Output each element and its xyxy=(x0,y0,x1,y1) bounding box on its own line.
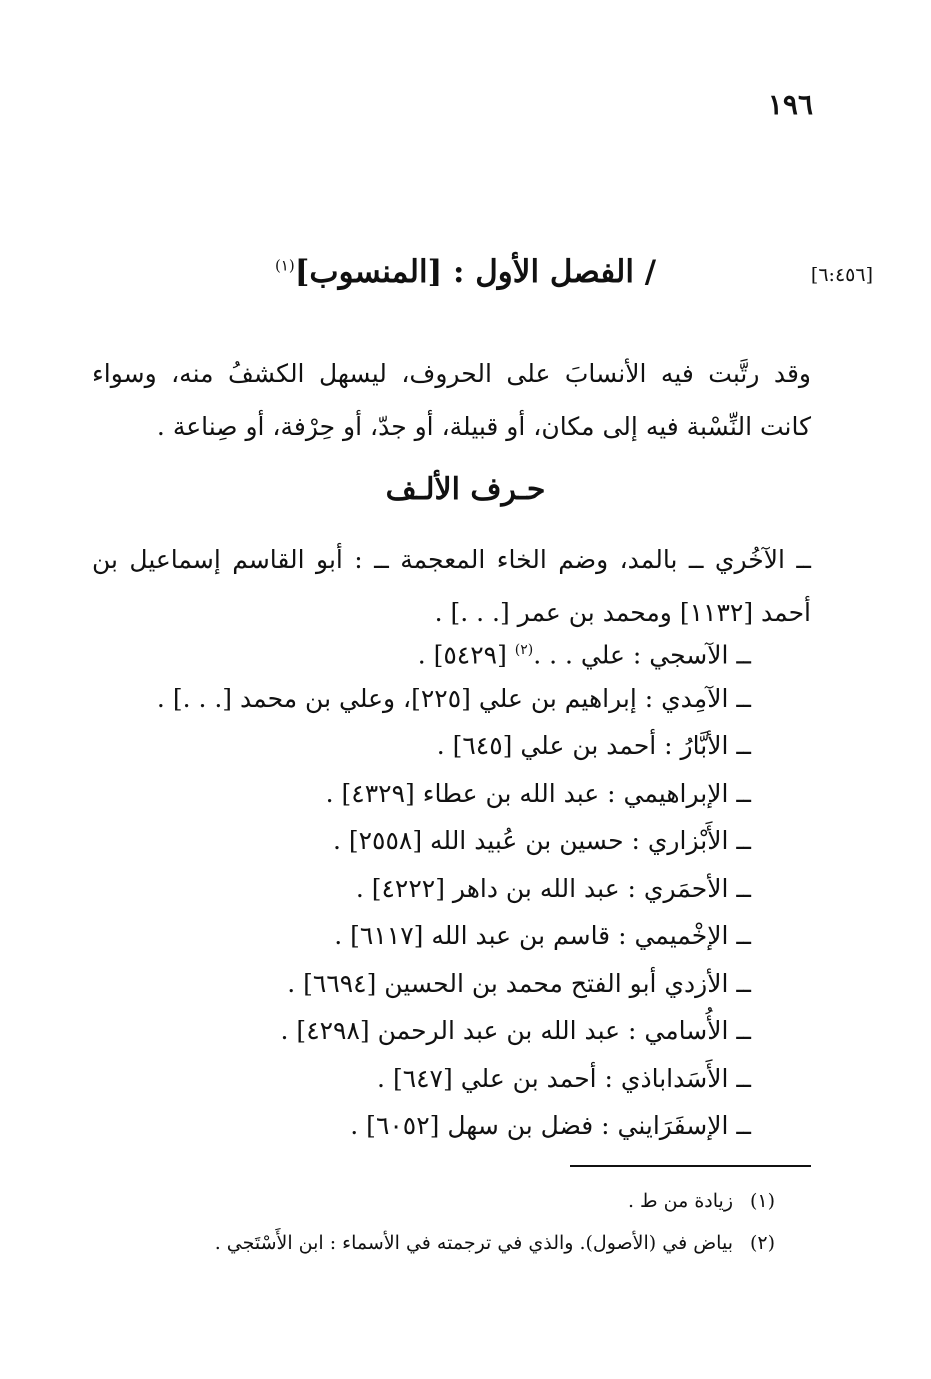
chapter-reference: [٦:٤٥٦] xyxy=(810,264,873,286)
footnote-item xyxy=(75,1222,775,1264)
entry-item: ــ الآمِدي : إبراهيم بن علي [٢٢٥]، وعلي بن محمد [. . .] . xyxy=(156,683,751,713)
page-number: ١٩٦ xyxy=(767,88,813,121)
footnote-divider xyxy=(570,1165,811,1167)
intro-paragraph: وقد رتَّبت فيه الأنسابَ على الحروف، ليسهل الكشفُ منه، وسواء كانت النِّسْبة فيه إلى مكان، أو قبيلة، أو جدّ، أو حِرْفة، أو صِناعة . xyxy=(92,359,811,441)
footnote-item xyxy=(75,1180,775,1222)
entry-item: ــ الأبَّارُ : أحمد بن علي [٦٤٥] . xyxy=(436,731,751,760)
entry-tail: [٥٤٢٩] . xyxy=(417,640,515,670)
footnote-text: زيادة من ط . xyxy=(627,1190,733,1212)
entry-item: ــ الأَبْزاري : حسين بن عُبيد الله [٢٥٥٨] . xyxy=(332,826,751,855)
entry-item: ــ الإسفَرَايني : فضل بن سهل [٦٠٥٢] . xyxy=(350,1111,751,1140)
footnote-marker: (٢) xyxy=(514,642,534,658)
entry-list xyxy=(51,627,751,1150)
entry-item: ــ الأزدي أبو الفتح محمد بن الحسين [٦٦٩٤] . xyxy=(287,968,751,998)
entry-item: ــ الإبراهيمي : عبد الله بن عطاء [٤٣٢٩] . xyxy=(325,778,751,808)
entry-item: ــ الأحمَري : عبد الله بن داهر [٤٢٢٢] . xyxy=(355,873,751,903)
entry-item: ــ الإخْميمي : قاسم بن عبد الله [٦١١٧] . xyxy=(334,921,751,950)
footnote-marker: (١) xyxy=(274,256,295,275)
section-heading: حـرف الألـف xyxy=(385,472,546,507)
chapter-title-text: / الفصل الأول : [المنسوب] xyxy=(294,254,657,290)
entry-item xyxy=(51,627,751,675)
chapter-title xyxy=(0,254,931,290)
entry-item: ــ الأَسَداباذي : أحمد بن علي [٦٤٧] . xyxy=(377,1063,751,1093)
entry-first: ــ الآخُري ــ بالمد، وضم الخاء المعجمة ــ : أبو القاسم إسماعيل بن أحمد [١١٣٢] ومحمد بن عمر [. . .] . xyxy=(92,545,811,627)
entry-item: ــ الأُسامي : عبد الله بن عبد الرحمن [٤٢٩٨] . xyxy=(280,1016,751,1045)
footnote-number: (٢) xyxy=(749,1232,775,1254)
footnote-number: (١) xyxy=(749,1190,775,1212)
footnote-text: بياض في (الأصول). والذي في ترجمته في الأسماء : ابن الأَسْتَجي . xyxy=(214,1232,733,1254)
footnote-list xyxy=(75,1180,775,1264)
entry-text: ــ الآسجي : علي . . . xyxy=(533,640,751,670)
